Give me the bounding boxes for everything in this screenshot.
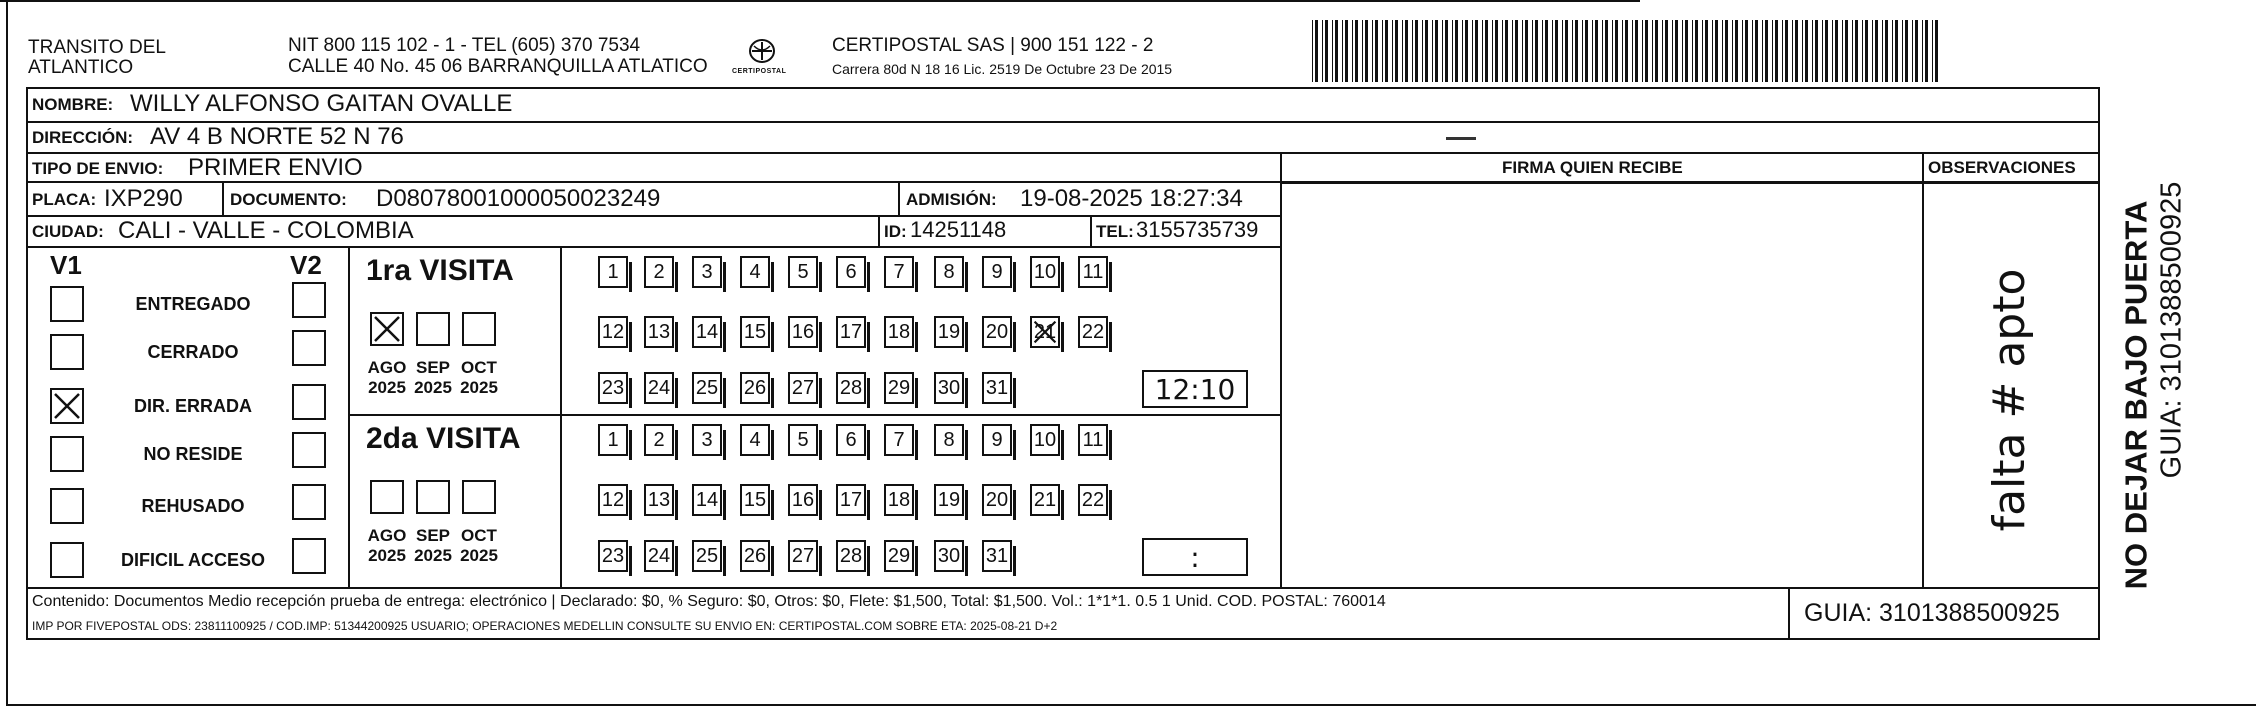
day-number: 12 bbox=[601, 320, 625, 343]
day-number: 4 bbox=[749, 428, 761, 451]
nombre-value: WILLY ALFONSO GAITAN OVALLE bbox=[130, 90, 513, 117]
day-box bbox=[644, 316, 674, 348]
documento-label: DOCUMENTO: bbox=[230, 190, 347, 209]
day-box bbox=[836, 256, 866, 288]
day-number: 31 bbox=[985, 376, 1009, 399]
day-number: 8 bbox=[943, 260, 955, 283]
day-number: 23 bbox=[601, 376, 625, 399]
day-box bbox=[1030, 424, 1060, 456]
month-name: SEP bbox=[415, 526, 451, 545]
day-box bbox=[1078, 484, 1108, 516]
page-top-edge bbox=[0, 0, 1640, 2]
guia-box: GUIA: 3101388500925 bbox=[1804, 599, 2060, 627]
option-label: DIFICIL ACCESO bbox=[120, 550, 265, 570]
day-number: 21 bbox=[1033, 488, 1057, 511]
day-number: 16 bbox=[791, 320, 815, 343]
month-checkbox bbox=[462, 312, 496, 346]
day-number: 11 bbox=[1082, 428, 1104, 451]
day-box bbox=[740, 256, 770, 288]
day-box bbox=[982, 484, 1012, 516]
header-org-line1: TRANSITO DEL bbox=[28, 37, 166, 58]
day-number: 9 bbox=[991, 260, 1003, 283]
v2-checkbox bbox=[292, 538, 326, 574]
day-box bbox=[982, 372, 1012, 404]
day-number: 7 bbox=[893, 428, 905, 451]
day-number: 1 bbox=[607, 428, 619, 451]
day-box bbox=[982, 424, 1012, 456]
day-number: 22 bbox=[1081, 488, 1105, 511]
option-label: REHUSADO bbox=[141, 496, 245, 516]
day-number: 31 bbox=[985, 544, 1009, 567]
day-box bbox=[836, 484, 866, 516]
day-box bbox=[692, 424, 722, 456]
day-number: 28 bbox=[839, 544, 863, 567]
visit-title: 1ra VISITA bbox=[366, 254, 514, 287]
v2-label: V2 bbox=[290, 250, 322, 280]
day-number: 11 bbox=[1082, 260, 1104, 283]
day-number: 19 bbox=[937, 320, 961, 343]
month-name: OCT bbox=[461, 358, 497, 377]
v1-checkbox bbox=[50, 542, 84, 578]
day-box bbox=[884, 424, 914, 456]
day-box bbox=[740, 424, 770, 456]
month-checkbox bbox=[370, 312, 404, 346]
side-warning: NO DEJAR BAJO PUERTA bbox=[2118, 200, 2154, 590]
day-number: 8 bbox=[943, 428, 955, 451]
visit-section-left bbox=[348, 246, 350, 587]
visit-time: : bbox=[1190, 540, 1200, 574]
day-number: 25 bbox=[695, 376, 719, 399]
day-number: 26 bbox=[743, 544, 767, 567]
v2-checkbox bbox=[292, 484, 326, 520]
day-number: 3 bbox=[701, 428, 713, 451]
day-box bbox=[740, 540, 770, 572]
day-box bbox=[692, 484, 722, 516]
header-nit-line: NIT 800 115 102 - 1 - TEL (605) 370 7534 bbox=[288, 35, 641, 56]
month-name: AGO bbox=[367, 526, 407, 545]
day-box bbox=[740, 484, 770, 516]
month-year: 2025 bbox=[460, 378, 498, 397]
day-box bbox=[884, 372, 914, 404]
v1-label: V1 bbox=[50, 250, 82, 280]
day-number: 26 bbox=[743, 376, 767, 399]
col-line bbox=[1090, 215, 1092, 246]
day-box bbox=[598, 256, 628, 288]
day-box bbox=[934, 540, 964, 572]
day-box bbox=[884, 316, 914, 348]
month-year: 2025 bbox=[368, 378, 406, 397]
visit-time: 12:10 bbox=[1154, 372, 1236, 406]
admision-value: 19-08-2025 18:27:34 bbox=[1020, 185, 1243, 212]
firma-label: FIRMA QUIEN RECIBE bbox=[1502, 158, 1683, 177]
day-number: 24 bbox=[647, 544, 671, 567]
v1-checkbox bbox=[50, 388, 84, 424]
option-label: DIR. ERRADA bbox=[133, 396, 252, 416]
day-box bbox=[788, 484, 818, 516]
header-org-line2: ATLANTICO bbox=[28, 57, 134, 78]
day-box bbox=[788, 372, 818, 404]
month-year: 2025 bbox=[414, 546, 452, 565]
logo-caption: CERTIPOSTAL bbox=[732, 68, 787, 75]
day-number: 18 bbox=[887, 488, 911, 511]
day-number: 12 bbox=[601, 488, 625, 511]
day-box bbox=[836, 540, 866, 572]
month-checkbox bbox=[462, 480, 496, 514]
v2-checkbox bbox=[292, 384, 326, 420]
day-box bbox=[598, 372, 628, 404]
day-box bbox=[644, 540, 674, 572]
day-box bbox=[934, 316, 964, 348]
day-number: 29 bbox=[887, 544, 911, 567]
day-number: 6 bbox=[845, 428, 857, 451]
nombre-label: NOMBRE: bbox=[32, 95, 114, 114]
day-box bbox=[692, 316, 722, 348]
col-line bbox=[222, 181, 224, 215]
day-number: 6 bbox=[845, 260, 857, 283]
day-number: 27 bbox=[791, 376, 815, 399]
tipo-envio-value: PRIMER ENVIO bbox=[188, 154, 363, 181]
day-box bbox=[692, 256, 722, 288]
day-box bbox=[884, 256, 914, 288]
day-box bbox=[598, 484, 628, 516]
day-box bbox=[934, 484, 964, 516]
day-number: 5 bbox=[797, 428, 809, 451]
day-box bbox=[836, 424, 866, 456]
day-box bbox=[598, 424, 628, 456]
day-box bbox=[598, 316, 628, 348]
day-number: 5 bbox=[797, 260, 809, 283]
day-number: 23 bbox=[601, 544, 625, 567]
day-number: 29 bbox=[887, 376, 911, 399]
footer-divider bbox=[1788, 587, 1790, 640]
day-number: 13 bbox=[647, 488, 671, 511]
day-number: 27 bbox=[791, 544, 815, 567]
placa-value: IXP290 bbox=[104, 185, 183, 212]
day-number: 15 bbox=[743, 320, 767, 343]
day-number: 14 bbox=[695, 488, 719, 511]
day-number: 2 bbox=[653, 428, 665, 451]
day-box bbox=[644, 372, 674, 404]
day-number: 16 bbox=[791, 488, 815, 511]
v2-checkbox bbox=[292, 432, 326, 468]
day-box bbox=[1078, 256, 1108, 288]
day-box bbox=[1078, 424, 1108, 456]
col-line bbox=[898, 181, 900, 215]
observacion-handwritten: falta # apto bbox=[1984, 268, 2035, 532]
v2-checkbox bbox=[292, 282, 326, 318]
day-box bbox=[982, 316, 1012, 348]
day-number: 4 bbox=[749, 260, 761, 283]
day-number: 30 bbox=[937, 376, 961, 399]
day-number: 18 bbox=[887, 320, 911, 343]
time-box bbox=[1142, 370, 1248, 408]
day-number: 30 bbox=[937, 544, 961, 567]
day-box bbox=[788, 424, 818, 456]
day-box bbox=[1030, 484, 1060, 516]
day-box bbox=[934, 256, 964, 288]
month-checkbox bbox=[416, 312, 450, 346]
day-number: 15 bbox=[743, 488, 767, 511]
barcode bbox=[1312, 20, 1940, 82]
direccion-value: AV 4 B NORTE 52 N 76 bbox=[150, 123, 404, 150]
placa-label: PLACA: bbox=[32, 190, 97, 209]
direccion-label: DIRECCIÓN: bbox=[32, 128, 134, 147]
time-box bbox=[1142, 538, 1248, 576]
day-box bbox=[644, 424, 674, 456]
day-box bbox=[692, 372, 722, 404]
day-box bbox=[788, 540, 818, 572]
day-box bbox=[934, 372, 964, 404]
tel-value: 3155735739 bbox=[1136, 217, 1259, 242]
tel-label: TEL: bbox=[1096, 222, 1134, 241]
visit-divider bbox=[348, 414, 1280, 416]
month-checkbox bbox=[416, 480, 450, 514]
day-number: 20 bbox=[985, 320, 1009, 343]
day-number: 28 bbox=[839, 376, 863, 399]
id-label: ID: bbox=[884, 222, 907, 241]
stray-mark bbox=[1446, 137, 1476, 140]
day-number: 7 bbox=[893, 260, 905, 283]
month-year: 2025 bbox=[460, 546, 498, 565]
day-number: 17 bbox=[839, 320, 863, 343]
day-box bbox=[1078, 316, 1108, 348]
col-line bbox=[878, 215, 880, 246]
day-box bbox=[982, 256, 1012, 288]
v1-checkbox bbox=[50, 436, 84, 472]
v2-checkbox bbox=[292, 330, 326, 366]
day-number: 19 bbox=[937, 488, 961, 511]
day-number: 10 bbox=[1033, 260, 1057, 283]
day-number: 21 bbox=[1033, 320, 1057, 343]
ciudad-value: CALI - VALLE - COLOMBIA bbox=[118, 217, 414, 244]
day-box bbox=[788, 256, 818, 288]
day-number: 1 bbox=[607, 260, 619, 283]
day-number: 25 bbox=[695, 544, 719, 567]
day-box bbox=[740, 316, 770, 348]
v1-checkbox bbox=[50, 334, 84, 370]
col-line bbox=[1280, 152, 1282, 587]
imp-line: IMP POR FIVEPOSTAL ODS: 23811100925 / COD.IMP: 51344200925 USUARIO; OPERACIONES MEDELLIN CONSULTE SU ENVIO EN: CERTIPOSTAL.COM SOBRE ETA: 2025-08-21 D+2 bbox=[32, 619, 1058, 633]
observaciones-label: OBSERVACIONES bbox=[1928, 158, 2076, 177]
header-address-line: CALLE 40 No. 45 06 BARRANQUILLA ATLATICO bbox=[288, 56, 708, 77]
side-guia: GUIA: 3101388500925 bbox=[2155, 181, 2188, 479]
visit-days-divider bbox=[560, 246, 562, 587]
page-left-edge bbox=[6, 0, 8, 706]
day-box bbox=[884, 484, 914, 516]
header-license-line: Carrera 80d N 18 16 Lic. 2519 De Octubre 23 De 2015 bbox=[832, 61, 1173, 77]
month-year: 2025 bbox=[368, 546, 406, 565]
day-box bbox=[982, 540, 1012, 572]
day-box bbox=[1030, 256, 1060, 288]
day-box bbox=[598, 540, 628, 572]
day-number: 2 bbox=[653, 260, 665, 283]
row-line bbox=[26, 246, 1280, 248]
day-box bbox=[1030, 316, 1060, 348]
day-box bbox=[740, 372, 770, 404]
firma-header-line bbox=[1280, 182, 2100, 184]
month-name: SEP bbox=[415, 358, 451, 377]
visit-title: 2da VISITA bbox=[366, 422, 521, 455]
day-box bbox=[836, 316, 866, 348]
day-box bbox=[644, 484, 674, 516]
day-box bbox=[934, 424, 964, 456]
tipo-envio-label: TIPO DE ENVIO: bbox=[32, 159, 164, 178]
day-number: 10 bbox=[1033, 428, 1057, 451]
documento-value: D08078001000050023249 bbox=[376, 185, 661, 212]
day-number: 22 bbox=[1081, 320, 1105, 343]
month-checkbox bbox=[370, 480, 404, 514]
certipostal-logo bbox=[732, 34, 792, 82]
day-number: 24 bbox=[647, 376, 671, 399]
month-name: OCT bbox=[461, 526, 497, 545]
day-number: 13 bbox=[647, 320, 671, 343]
day-number: 14 bbox=[695, 320, 719, 343]
option-label: CERRADO bbox=[147, 342, 239, 362]
admision-label: ADMISIÓN: bbox=[906, 190, 997, 209]
contenido-line: Contenido: Documentos Medio recepción prueba de entrega: electrónico | Declarado: $0, % Seguro: $0, Otros: $0, Flete: $1,500, Total: $1,500. Vol.: 1*1*1. 0.5 1 Unid. COD. POSTAL: 760014 bbox=[32, 593, 1386, 610]
day-number: 17 bbox=[839, 488, 863, 511]
day-number: 9 bbox=[991, 428, 1003, 451]
month-name: AGO bbox=[367, 358, 407, 377]
col-line bbox=[1922, 152, 1924, 587]
day-box bbox=[692, 540, 722, 572]
day-number: 3 bbox=[701, 260, 713, 283]
day-number: 20 bbox=[985, 488, 1009, 511]
day-box bbox=[788, 316, 818, 348]
ciudad-label: CIUDAD: bbox=[32, 222, 104, 241]
day-box bbox=[884, 540, 914, 572]
id-value: 14251148 bbox=[910, 217, 1007, 242]
v1-checkbox bbox=[50, 286, 84, 322]
day-box bbox=[836, 372, 866, 404]
option-label: ENTREGADO bbox=[135, 294, 251, 314]
day-box bbox=[644, 256, 674, 288]
month-year: 2025 bbox=[414, 378, 452, 397]
header-courier-line: CERTIPOSTAL SAS | 900 151 122 - 2 bbox=[832, 35, 1154, 56]
option-label: NO RESIDE bbox=[143, 444, 243, 464]
v1-checkbox bbox=[50, 488, 84, 524]
